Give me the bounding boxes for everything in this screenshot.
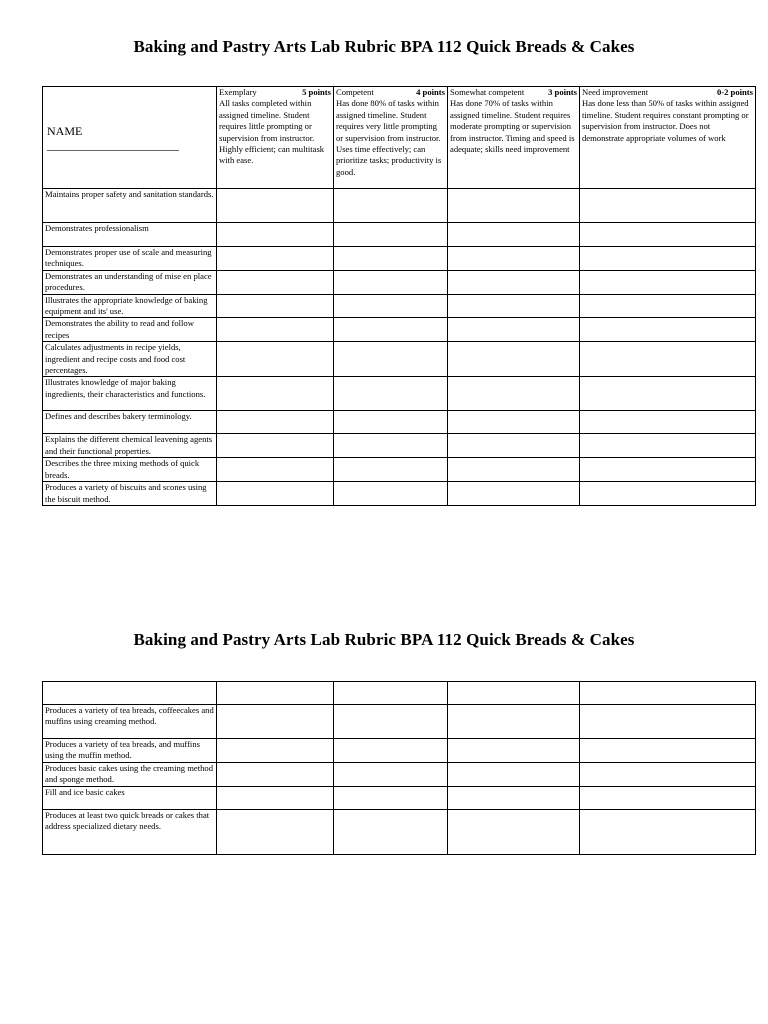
score-cell[interactable] [217,705,334,739]
level-points: 3 points [548,87,577,97]
level-name: Competent [336,87,374,97]
score-cell[interactable] [217,223,334,247]
criterion-label: Fill and ice basic cakes [43,786,217,809]
criterion-label: Defines and describes bakery terminology. [43,411,217,434]
score-cell[interactable] [217,318,334,342]
criterion-label: Produces basic cakes using the creaming method and sponge method. [43,762,217,786]
criterion-label: Demonstrates proper use of scale and measuring techniques. [43,247,217,271]
table-row [43,247,756,271]
score-cell[interactable] [580,482,756,506]
score-cell[interactable] [448,411,580,434]
score-cell[interactable] [580,739,756,763]
score-cell[interactable] [580,342,756,377]
score-cell[interactable] [448,762,580,786]
score-cell[interactable] [448,809,580,854]
score-cell[interactable] [448,705,580,739]
table-row [43,411,756,434]
score-cell[interactable] [217,762,334,786]
criterion-label [43,682,217,705]
level-description: Has done less than 50% of tasks within assigned timeline. Student requires constant prompting or supervision from instructor. Does not demonstrate appropriate volumes of work [582,98,749,143]
score-cell[interactable] [580,434,756,458]
score-cell[interactable] [334,411,448,434]
criterion-label: Illustrates knowledge of major baking ingredients, their characteristics and functions. [43,377,217,411]
score-cell[interactable] [217,434,334,458]
score-cell[interactable] [217,189,334,223]
score-cell[interactable] [217,739,334,763]
score-cell[interactable] [580,247,756,271]
table-row [43,434,756,458]
level-name: Somewhat competent [450,87,525,97]
table-row [43,318,756,342]
score-cell[interactable] [448,189,580,223]
score-cell[interactable] [580,377,756,411]
table-row [43,705,756,739]
score-cell[interactable] [448,739,580,763]
score-cell[interactable] [448,482,580,506]
criterion-label: Produces a variety of biscuits and scones using the biscuit method. [43,482,217,506]
table-row [43,294,756,318]
criterion-label: Demonstrates an understanding of mise en place procedures. [43,270,217,294]
score-cell[interactable] [217,458,334,482]
score-cell[interactable] [580,458,756,482]
score-cell[interactable] [217,482,334,506]
criterion-label: Illustrates the appropriate knowledge of baking equipment and its' use. [43,294,217,318]
score-cell[interactable] [334,189,448,223]
criterion-label: Demonstrates the ability to read and follow recipes [43,318,217,342]
score-cell[interactable] [334,682,448,705]
rubric-header-row [43,87,756,189]
score-cell[interactable] [217,342,334,377]
score-cell[interactable] [334,482,448,506]
table-row [43,809,756,854]
score-cell[interactable] [580,705,756,739]
table-row [43,762,756,786]
score-cell[interactable] [334,458,448,482]
score-cell[interactable] [334,223,448,247]
criterion-label: Maintains proper safety and sanitation standards. [43,189,217,223]
score-cell[interactable] [334,342,448,377]
score-cell[interactable] [448,294,580,318]
level-header-competent [334,87,448,189]
score-cell[interactable] [580,223,756,247]
score-cell[interactable] [217,786,334,809]
score-cell[interactable] [580,762,756,786]
table-row [43,458,756,482]
score-cell[interactable] [448,377,580,411]
level-points: 5 points [302,87,331,97]
rubric-table [42,86,756,506]
score-cell[interactable] [580,294,756,318]
table-row [43,482,756,506]
page-title: Baking and Pastry Arts Lab Rubric BPA 112 Quick Breads & Cakes [133,37,635,56]
score-cell[interactable] [448,223,580,247]
level-header-need-improvement [580,87,756,189]
criterion-label: Describes the three mixing methods of quick breads. [43,458,217,482]
level-name: Exemplary [219,87,257,97]
criterion-label: Explains the different chemical leavening agents and their functional properties. [43,434,217,458]
score-cell[interactable] [217,377,334,411]
criterion-label: Produces at least two quick breads or cakes that address specialized dietary needs. [43,809,217,854]
score-cell[interactable] [448,318,580,342]
score-cell[interactable] [334,377,448,411]
score-cell[interactable] [448,786,580,809]
criterion-label: Demonstrates professionalism [43,223,217,247]
table-row [43,342,756,377]
score-cell[interactable] [580,270,756,294]
level-name: Need improvement [582,87,649,97]
table-row [43,223,756,247]
score-cell[interactable] [580,411,756,434]
table-row [43,270,756,294]
score-cell[interactable] [217,270,334,294]
page-title: Baking and Pastry Arts Lab Rubric BPA 112 Quick Breads & Cakes [133,630,635,649]
criterion-label: Produces a variety of tea breads, and muffins using the muffin method. [43,739,217,763]
name-field[interactable]: NAME ______________________ [43,87,217,189]
level-description: Has done 80% of tasks within assigned timeline. Student requires very little prompting or supervision from instructor. Uses time effectively; can prioritize tasks; productivity is good. [336,98,442,177]
score-cell[interactable] [334,762,448,786]
score-cell[interactable] [448,270,580,294]
score-cell[interactable] [334,739,448,763]
score-cell[interactable] [217,809,334,854]
score-cell[interactable] [448,247,580,271]
score-cell[interactable] [217,247,334,271]
score-cell[interactable] [580,682,756,705]
rubric-table [42,681,756,855]
level-points: 4 points [416,87,445,97]
score-cell[interactable] [217,682,334,705]
score-cell[interactable] [334,434,448,458]
score-cell[interactable] [580,809,756,854]
score-cell[interactable] [334,786,448,809]
score-cell[interactable] [334,705,448,739]
score-cell[interactable] [217,294,334,318]
score-cell[interactable] [448,458,580,482]
score-cell[interactable] [334,270,448,294]
table-row [43,189,756,223]
table-row [43,377,756,411]
level-description: Has done 70% of tasks within assigned timeline. Student requires moderate prompting or supervision from instructor. Timing and speed is adequate; skills need improvement [450,98,575,155]
score-cell[interactable] [334,318,448,342]
score-cell[interactable] [334,809,448,854]
score-cell[interactable] [448,434,580,458]
score-cell[interactable] [448,342,580,377]
score-cell[interactable] [580,786,756,809]
score-cell[interactable] [217,411,334,434]
score-cell[interactable] [334,294,448,318]
level-header-somewhat-competent [448,87,580,189]
level-header-exemplary [217,87,334,189]
table-row [43,739,756,763]
table-row [43,682,756,705]
level-description: All tasks completed within assigned timeline. Student requires little prompting or supervision from instructor. Highly efficient; can multitask with ease. [219,98,325,166]
table-row [43,786,756,809]
score-cell[interactable] [580,189,756,223]
score-cell[interactable] [580,318,756,342]
level-points: 0-2 points [716,87,753,97]
criterion-label: Produces a variety of tea breads, coffeecakes and muffins using creaming method. [43,705,217,739]
criterion-label: Calculates adjustments in recipe yields, ingredient and recipe costs and food cost percentages. [43,342,217,377]
score-cell[interactable] [334,247,448,271]
score-cell[interactable] [448,682,580,705]
